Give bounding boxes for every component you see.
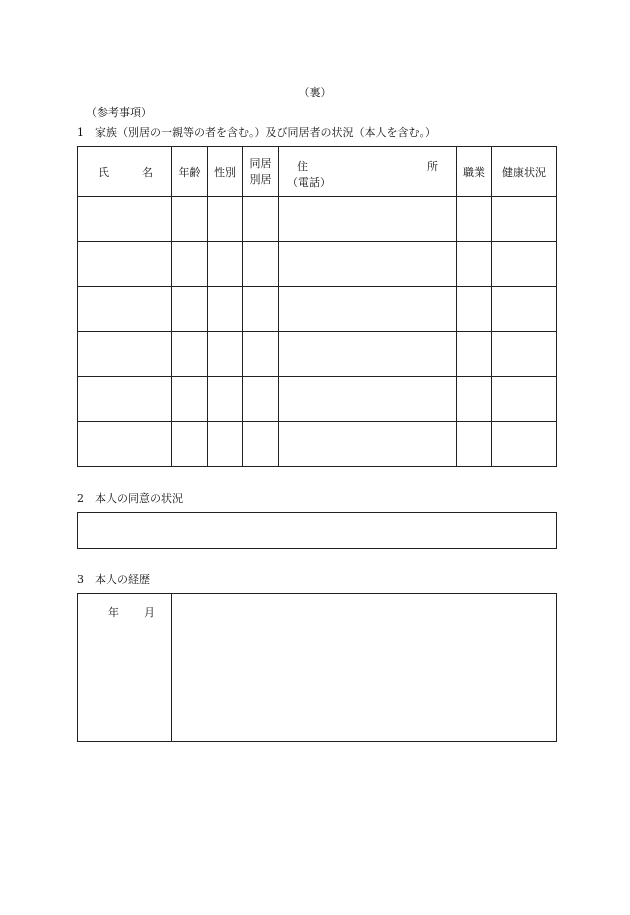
header-age: 年齢 [172, 147, 208, 197]
career-divider [171, 594, 172, 741]
header-cohabitation [243, 147, 279, 197]
cell-address[interactable] [279, 287, 457, 332]
cell-cohabitation[interactable] [243, 332, 279, 377]
page-header: （裏） [298, 86, 332, 99]
cell-gender[interactable] [208, 197, 243, 242]
consent-status-field[interactable] [77, 512, 557, 549]
table-row [78, 197, 557, 242]
header-address-part2: 所 [427, 160, 438, 173]
career-year-label: 年 [108, 606, 119, 619]
cell-occupation[interactable] [457, 377, 492, 422]
cell-cohabitation[interactable] [243, 377, 279, 422]
cell-age[interactable] [172, 377, 208, 422]
cell-occupation[interactable] [457, 287, 492, 332]
cell-cohabitation[interactable] [243, 422, 279, 467]
cell-health[interactable] [492, 242, 557, 287]
cell-health[interactable] [492, 377, 557, 422]
cell-age[interactable] [172, 422, 208, 467]
cell-occupation[interactable] [457, 197, 492, 242]
cell-address[interactable] [279, 377, 457, 422]
header-occupation: 職業 [457, 147, 492, 197]
section1-heading: 1 家族（別居の一親等の者を含む。）及び同居者の状況（本人を含む。） [77, 126, 436, 139]
section2-heading: 2 本人の同意の状況 [77, 492, 183, 505]
table-row [78, 377, 557, 422]
cell-occupation[interactable] [457, 332, 492, 377]
cell-name[interactable] [78, 377, 172, 422]
header-address-part1: 住 [297, 160, 308, 173]
cell-name[interactable] [78, 332, 172, 377]
cell-name[interactable] [78, 197, 172, 242]
header-address [279, 147, 457, 197]
header-separate: 別居 [249, 172, 272, 186]
cell-gender[interactable] [208, 332, 243, 377]
cell-address[interactable] [279, 242, 457, 287]
header-phone: （電話） [287, 176, 331, 189]
header-name-part1: 氏 [98, 165, 109, 179]
table-row [78, 332, 557, 377]
cell-cohabitation[interactable] [243, 242, 279, 287]
family-table-header-row [78, 147, 557, 197]
cell-health[interactable] [492, 287, 557, 332]
cell-occupation[interactable] [457, 242, 492, 287]
cell-gender[interactable] [208, 287, 243, 332]
cell-age[interactable] [172, 242, 208, 287]
header-cohabit: 同居 [249, 156, 272, 170]
family-table [77, 146, 557, 467]
header-gender: 性別 [208, 147, 243, 197]
table-row [78, 422, 557, 467]
career-box [77, 593, 557, 742]
cell-name[interactable] [78, 422, 172, 467]
cell-cohabitation[interactable] [243, 197, 279, 242]
table-row [78, 287, 557, 332]
cell-gender[interactable] [208, 377, 243, 422]
cell-gender[interactable] [208, 422, 243, 467]
header-name [78, 147, 172, 197]
section3-heading: 3 本人の経歴 [77, 573, 150, 586]
cell-gender[interactable] [208, 242, 243, 287]
cell-age[interactable] [172, 332, 208, 377]
table-row [78, 242, 557, 287]
cell-age[interactable] [172, 287, 208, 332]
header-health: 健康状況 [492, 147, 557, 197]
cell-age[interactable] [172, 197, 208, 242]
cell-health[interactable] [492, 197, 557, 242]
cell-address[interactable] [279, 422, 457, 467]
cell-health[interactable] [492, 332, 557, 377]
career-month-label: 月 [144, 606, 155, 619]
cell-occupation[interactable] [457, 422, 492, 467]
cell-name[interactable] [78, 287, 172, 332]
cell-cohabitation[interactable] [243, 287, 279, 332]
cell-address[interactable] [279, 332, 457, 377]
cell-address[interactable] [279, 197, 457, 242]
cell-name[interactable] [78, 242, 172, 287]
reference-label: （参考事項） [86, 106, 152, 119]
cell-health[interactable] [492, 422, 557, 467]
header-name-part2: 名 [142, 165, 153, 179]
